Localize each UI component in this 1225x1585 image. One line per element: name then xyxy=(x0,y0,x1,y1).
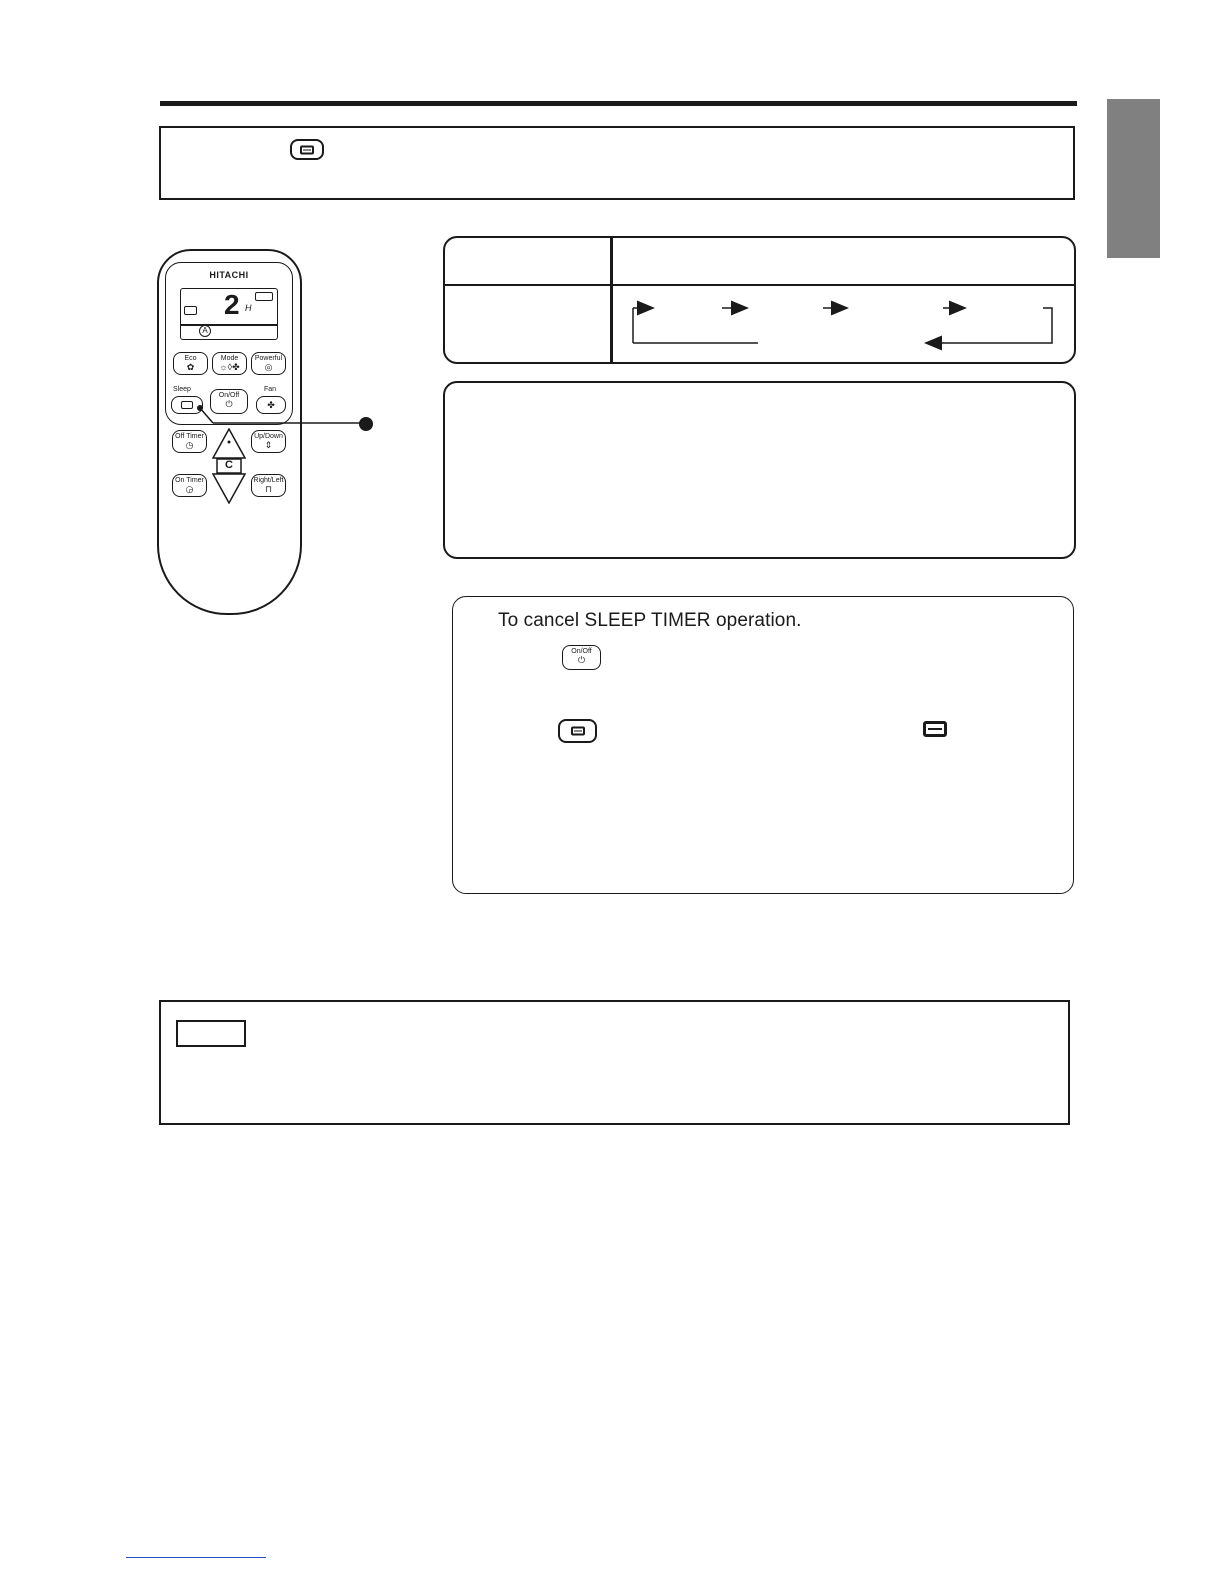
up-down-button[interactable] xyxy=(251,430,286,453)
display-timer-icon xyxy=(255,292,273,301)
swing-icon: ⇕ xyxy=(264,440,273,450)
header-rule xyxy=(160,101,1077,106)
auto-mode-icon: A xyxy=(199,325,211,337)
on-timer-button[interactable] xyxy=(172,474,207,497)
display-unit: H xyxy=(245,303,252,313)
mode-icons: ☼◊✤ xyxy=(219,362,240,372)
instruction-box xyxy=(159,126,1075,200)
bed-icon xyxy=(300,145,314,154)
louver-icon: ⊓ xyxy=(264,484,273,494)
table-column-divider xyxy=(610,237,613,363)
footer-link[interactable] xyxy=(126,1557,266,1558)
note-label-box xyxy=(176,1020,246,1047)
on-off-key-icon xyxy=(562,645,601,670)
on-timer-label: On Timer xyxy=(175,477,204,484)
clock-icon: ◷ xyxy=(185,440,194,450)
cancel-title: To cancel SLEEP TIMER operation. xyxy=(498,610,802,631)
powerful-label: Powerful xyxy=(254,355,283,362)
powerful-button[interactable] xyxy=(251,352,286,375)
power-icon: ⏻ xyxy=(225,399,233,409)
off-timer-label: Off Timer xyxy=(175,433,204,440)
remote-display xyxy=(180,288,278,340)
up-down-label: Up/Down xyxy=(254,433,283,440)
note-box xyxy=(159,1000,1070,1125)
remote-brand: HITACHI xyxy=(209,270,249,280)
sleep-label: Sleep xyxy=(173,386,191,393)
eco-button[interactable] xyxy=(173,352,208,375)
chapter-tab xyxy=(1107,99,1160,258)
cycle-return-arrow xyxy=(927,308,1052,343)
on-off-label: On/Off xyxy=(218,392,240,399)
powerful-icon: ◎ xyxy=(264,362,273,372)
display-hours: 2 xyxy=(224,289,240,320)
bed-icon xyxy=(181,401,193,409)
off-timer-button[interactable] xyxy=(172,430,207,453)
right-left-label: Right/Left xyxy=(253,477,284,484)
temp-symbol: C xyxy=(225,459,233,471)
sleep-key-icon xyxy=(558,719,597,743)
on-off-key-label: On/Off xyxy=(571,648,592,655)
sleep-key-icon xyxy=(290,139,324,160)
callout-line xyxy=(199,407,369,427)
temp-down-button xyxy=(213,474,245,503)
display-divider xyxy=(180,324,278,326)
mode-label: Mode xyxy=(220,355,239,362)
sleep-display-icon xyxy=(923,721,947,737)
fan-label: Fan xyxy=(264,386,277,393)
notes-box xyxy=(443,381,1076,559)
cycle-diagram xyxy=(625,296,1060,352)
power-icon: ⏻ xyxy=(577,655,586,665)
clock-icon: ◶ xyxy=(185,484,194,494)
cancel-box xyxy=(452,596,1074,894)
table-row-divider xyxy=(443,284,1076,286)
bed-icon xyxy=(571,727,585,736)
fan-icon: ✤ xyxy=(267,400,275,410)
callout-marker xyxy=(359,417,373,431)
eco-label: Eco xyxy=(184,355,197,362)
leaf-icon: ✿ xyxy=(186,362,195,372)
display-sleep-icon xyxy=(184,306,197,315)
mode-button[interactable] xyxy=(212,352,247,375)
right-left-button[interactable] xyxy=(251,474,286,497)
